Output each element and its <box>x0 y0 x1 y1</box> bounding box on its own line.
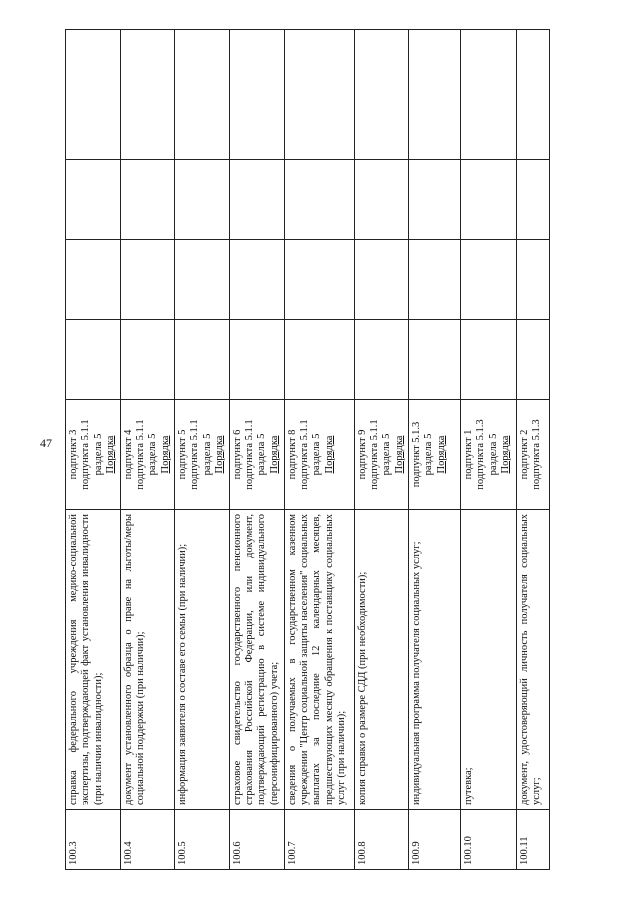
table-row <box>229 30 284 870</box>
empty-cell <box>175 160 230 240</box>
empty-cell <box>66 240 121 320</box>
reference-line: подпункта 5.1.1 <box>80 419 92 490</box>
empty-cell <box>517 160 550 240</box>
empty-cell <box>461 320 517 400</box>
empty-cell <box>284 320 354 400</box>
empty-cell <box>66 160 121 240</box>
reference-line: подпункт 1 <box>463 429 474 480</box>
row-number: 100.11 <box>517 810 550 870</box>
reference-line: раздела 5 <box>92 433 104 476</box>
empty-cell <box>461 30 517 160</box>
reference-line: Порядка <box>159 435 171 474</box>
row-number: 100.3 <box>66 810 121 870</box>
reference-line: подпункт 4 <box>122 429 134 480</box>
document-description: информация заявителя о составе его семьи (при наличии); <box>175 510 230 810</box>
document-description: путевка; <box>461 510 517 810</box>
reference-line: подпункта 5.1.1 <box>298 419 310 490</box>
reference-line: раздела 5 <box>201 433 213 476</box>
empty-cell <box>175 30 230 160</box>
document-description: документ, удостоверяющий личность получателя социальных услуг; <box>517 510 550 810</box>
empty-cell <box>66 30 121 160</box>
reference-line: Порядка <box>393 435 405 474</box>
reference-line: раздела 5 <box>423 433 435 476</box>
empty-cell <box>284 240 354 320</box>
empty-cell <box>175 240 230 320</box>
reference-line: Порядка <box>500 435 512 474</box>
reference-line: раздела 5 <box>381 433 393 476</box>
reference-line: подпункта 5.1.1 <box>368 419 380 490</box>
empty-cell <box>120 160 175 240</box>
reference-line: раздела 5 <box>147 433 159 476</box>
document-description: копия справки о размере СДД (при необходимости); <box>354 510 409 810</box>
reference-line: раздела 5 <box>487 433 499 476</box>
row-number: 100.5 <box>175 810 230 870</box>
empty-cell <box>120 240 175 320</box>
document-table <box>65 29 550 870</box>
empty-cell <box>461 240 517 320</box>
regulation-reference <box>66 400 121 510</box>
reference-line: Порядка <box>435 435 447 474</box>
reference-line: подпункт 8 <box>286 429 298 480</box>
empty-cell <box>354 240 409 320</box>
empty-cell <box>409 240 461 320</box>
empty-cell <box>229 320 284 400</box>
empty-cell <box>517 240 550 320</box>
table-row <box>461 30 517 870</box>
row-number: 100.9 <box>409 810 461 870</box>
empty-cell <box>354 30 409 160</box>
empty-cell <box>229 240 284 320</box>
row-number: 100.8 <box>354 810 409 870</box>
regulation-reference <box>461 400 517 510</box>
reference-line: раздела 5 <box>256 433 268 476</box>
table-row <box>354 30 409 870</box>
document-description: сведения о получаемых в государственном казенном учреждении "Центр социальной защиты населения" социальных выплатах за последние 12 календарных месяцев, предшествующих месяцу обращения к поставщику социальных услуг (при наличии); <box>284 510 354 810</box>
table-row <box>517 30 550 870</box>
row-number: 100.7 <box>284 810 354 870</box>
document-table-rotated <box>65 30 543 870</box>
row-number: 100.10 <box>461 810 517 870</box>
empty-cell <box>354 320 409 400</box>
regulation-reference <box>354 400 409 510</box>
regulation-reference <box>229 400 284 510</box>
empty-cell <box>229 30 284 160</box>
empty-cell <box>229 160 284 240</box>
reference-line: подпункта 5.1.1 <box>243 419 255 490</box>
empty-cell <box>409 160 461 240</box>
document-description: индивидуальная программа получателя социальных услуг; <box>409 510 461 810</box>
empty-cell <box>517 30 550 160</box>
document-description: документ установленного образца о праве на льготы/меры социальной поддержки (при наличии); <box>120 510 175 810</box>
empty-cell <box>120 30 175 160</box>
empty-cell <box>66 320 121 400</box>
regulation-reference <box>175 400 230 510</box>
table-row <box>409 30 461 870</box>
reference-line: Порядка <box>105 435 117 474</box>
empty-cell <box>461 160 517 240</box>
document-description: справка федерального учреждения медико-социальной экспертизы, подтверждающей факт установления инвалидности (при наличии инвалидности); <box>66 510 121 810</box>
empty-cell <box>175 320 230 400</box>
regulation-reference <box>284 400 354 510</box>
reference-line: подпункт 6 <box>231 429 243 480</box>
empty-cell <box>284 30 354 160</box>
table-row <box>175 30 230 870</box>
document-description: страховое свидетельство государственного пенсионного страхования Российской Федерации, или документ, подтверждающий регистрацию в системе индивидуального (персонифицированного) учета; <box>229 510 284 810</box>
reference-line: подпункта 5.1.1 <box>189 419 201 490</box>
empty-cell <box>409 30 461 160</box>
table-row <box>284 30 354 870</box>
empty-cell <box>409 320 461 400</box>
reference-line: подпункт 9 <box>356 429 368 480</box>
reference-line: подпункта 5.1.3 <box>475 419 487 490</box>
reference-line: подпункт 2 <box>519 429 530 480</box>
reference-line: Порядка <box>323 435 335 474</box>
table-row <box>120 30 175 870</box>
empty-cell <box>354 160 409 240</box>
regulation-reference <box>120 400 175 510</box>
reference-line: подпункт 5.1.3 <box>411 421 422 488</box>
empty-cell <box>517 320 550 400</box>
row-number: 100.4 <box>120 810 175 870</box>
reference-line: подпункт 5 <box>177 429 188 480</box>
regulation-reference <box>409 400 461 510</box>
table-row <box>66 30 121 870</box>
empty-cell <box>120 320 175 400</box>
row-number: 100.6 <box>229 810 284 870</box>
reference-line: Порядка <box>214 435 226 474</box>
page-number: 47 <box>40 436 52 450</box>
reference-line: раздела 5 <box>311 433 323 476</box>
reference-line: подпункта 5.1.1 <box>134 419 146 490</box>
reference-line: подпункт 3 <box>68 429 79 480</box>
empty-cell <box>284 160 354 240</box>
reference-line: подпункта 5.1.3 <box>531 419 543 490</box>
regulation-reference <box>517 400 550 510</box>
reference-line: Порядка <box>268 435 280 474</box>
